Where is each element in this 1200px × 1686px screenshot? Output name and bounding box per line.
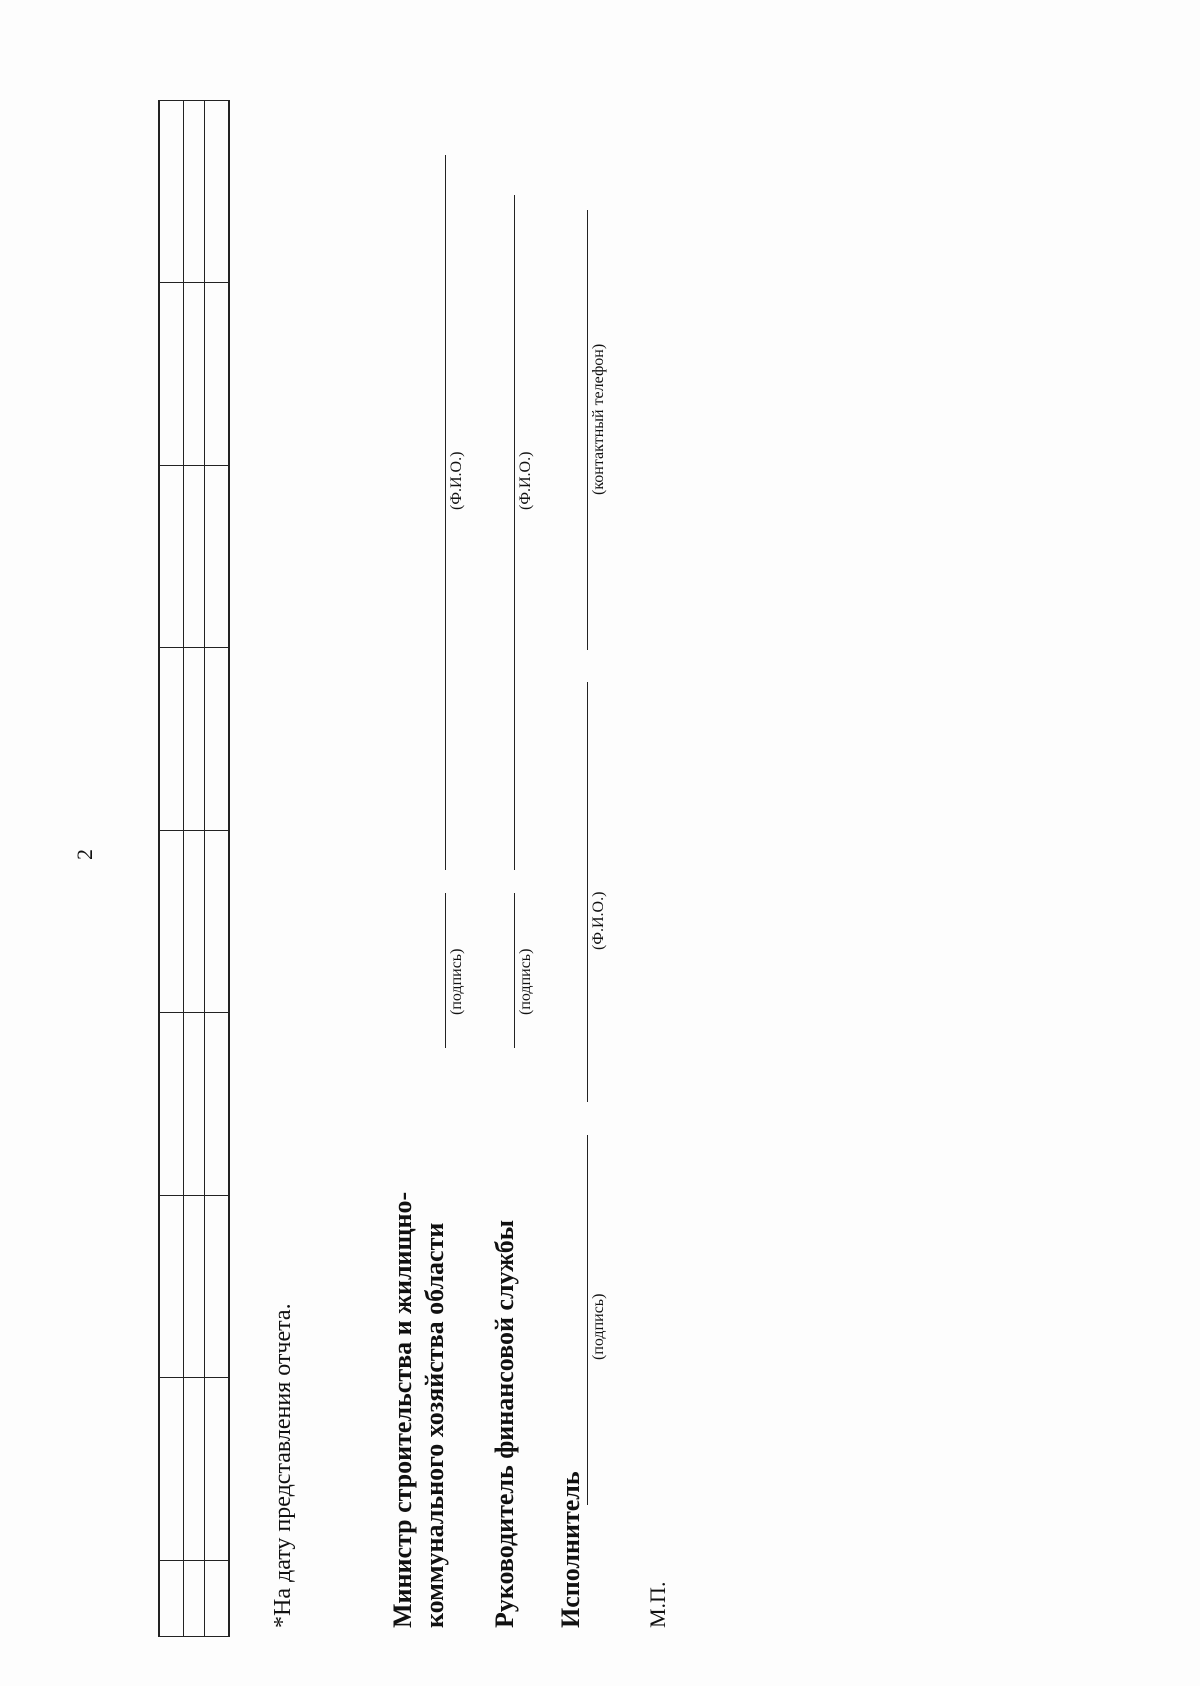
finance-name-line bbox=[514, 195, 515, 870]
finance-signature-line bbox=[514, 893, 515, 1048]
executor-signature-line bbox=[587, 1135, 588, 1505]
executor-name-caption: (Ф.И.О.) bbox=[590, 891, 607, 950]
minister-name-line bbox=[445, 155, 446, 870]
executor-title: Исполнитель bbox=[556, 1471, 585, 1628]
minister-name-caption: (Ф.И.О.) bbox=[448, 451, 465, 510]
minister-signature-line bbox=[445, 893, 446, 1048]
finance-head-title: Руководитель финансовой службы bbox=[490, 1219, 519, 1628]
minister-signature-caption: (подпись) bbox=[448, 948, 465, 1015]
page-number: 2 bbox=[72, 849, 97, 860]
footnote: *На дату представления отчета. bbox=[270, 1303, 296, 1628]
executor-signature-caption: (подпись) bbox=[590, 1293, 607, 1360]
executor-phone-caption: (контактный телефон) bbox=[590, 343, 607, 495]
finance-name-caption: (Ф.И.О.) bbox=[517, 451, 534, 510]
minister-title-line2: коммунального хозяйства области bbox=[420, 1222, 449, 1628]
stamp-place: М.П. bbox=[645, 1581, 670, 1628]
minister-title-line1: Министр строительства и жилищно- bbox=[388, 1191, 417, 1628]
executor-phone-line bbox=[587, 210, 588, 650]
finance-signature-caption: (подпись) bbox=[517, 948, 534, 1015]
executor-name-line bbox=[587, 682, 588, 1102]
